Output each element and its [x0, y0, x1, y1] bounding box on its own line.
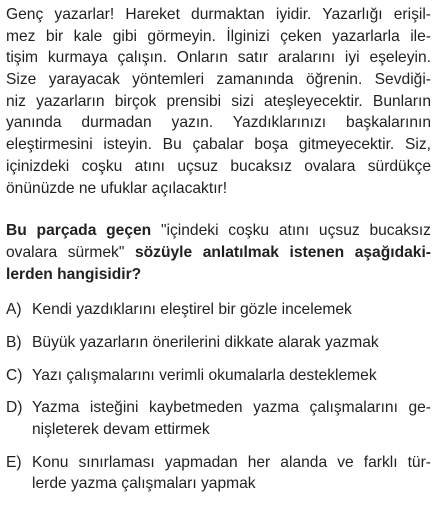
question-line [6, 220, 431, 242]
question-bold-text: sözüyle anlatılmak istenen aşağıdaki- [124, 243, 431, 261]
option-letter: A) [6, 301, 22, 319]
option-letter: D) [6, 399, 23, 417]
question-line [6, 264, 431, 286]
passage-line: tişim kurmaya çalışın. Onların satır aralarını iyi eşeleyin. [6, 49, 431, 67]
option-text: Kendi yazdıklarını eleştirel bir gözle incelemek [32, 301, 352, 319]
option-text: Büyük yazarların önerilerini dikkate alarak yazmak [32, 333, 379, 351]
question-page [6, 4, 431, 495]
passage-line: mez bir kale gibi görmeyin. İlginizi çeken yazarlarla ile- [6, 27, 431, 45]
passage-line: önünüzde ne ufuklar açılacaktır! [6, 179, 228, 197]
option-a[interactable] [6, 299, 431, 321]
option-e[interactable] [6, 452, 431, 495]
question-bold-text: Bu parçada geçen [6, 222, 152, 240]
passage-line: yanında durmadan yazın. Yazdıklarınızı başkalarının [6, 114, 431, 132]
option-letter: B) [6, 333, 22, 351]
answer-options [6, 299, 431, 495]
passage-line: içinizdeki coşku atını uçsuz bucaksız ovalara sürdükçe [6, 157, 431, 175]
passage-line: niz yazarların birçok prensibi sizi ateşleyecektir. Bunların [6, 92, 431, 110]
question-line [6, 242, 431, 264]
option-text: Yazma isteğini kaybetmeden yazma çalışmalarını ge- [32, 399, 431, 417]
question-quote-text: ovalara sürmek" [6, 243, 125, 261]
question-stem [6, 220, 431, 285]
option-d[interactable] [6, 397, 431, 440]
reading-passage [6, 4, 431, 199]
option-text: lerde yazma çalışmaları yapmak [32, 475, 256, 493]
passage-line: eleştirmesini isteyin. Bu çabalar boşa gitmeyecektir. Siz, [6, 136, 431, 154]
option-b[interactable] [6, 332, 431, 354]
option-letter: E) [6, 453, 22, 471]
option-c[interactable] [6, 365, 431, 387]
option-letter: C) [6, 366, 23, 384]
passage-line: Genç yazarlar! Hareket durmaktan iyidir. Yazarlığı erişil- [6, 6, 431, 23]
option-text: Konu sınırlaması yapmadan her alanda ve farklı tür- [32, 453, 431, 471]
question-quote-text: "içindeki coşku atını uçsuz bucaksız [151, 222, 431, 240]
passage-line: Size yarayacak yöntemleri zamanında öğrenin. Sevdiği- [6, 71, 431, 89]
option-text: nişleterek devam ettirmek [32, 421, 210, 438]
question-bold-text: lerden hangisidir? [6, 265, 142, 283]
option-text: Yazı çalışmalarını verimli okumalarla desteklemek [32, 366, 377, 384]
